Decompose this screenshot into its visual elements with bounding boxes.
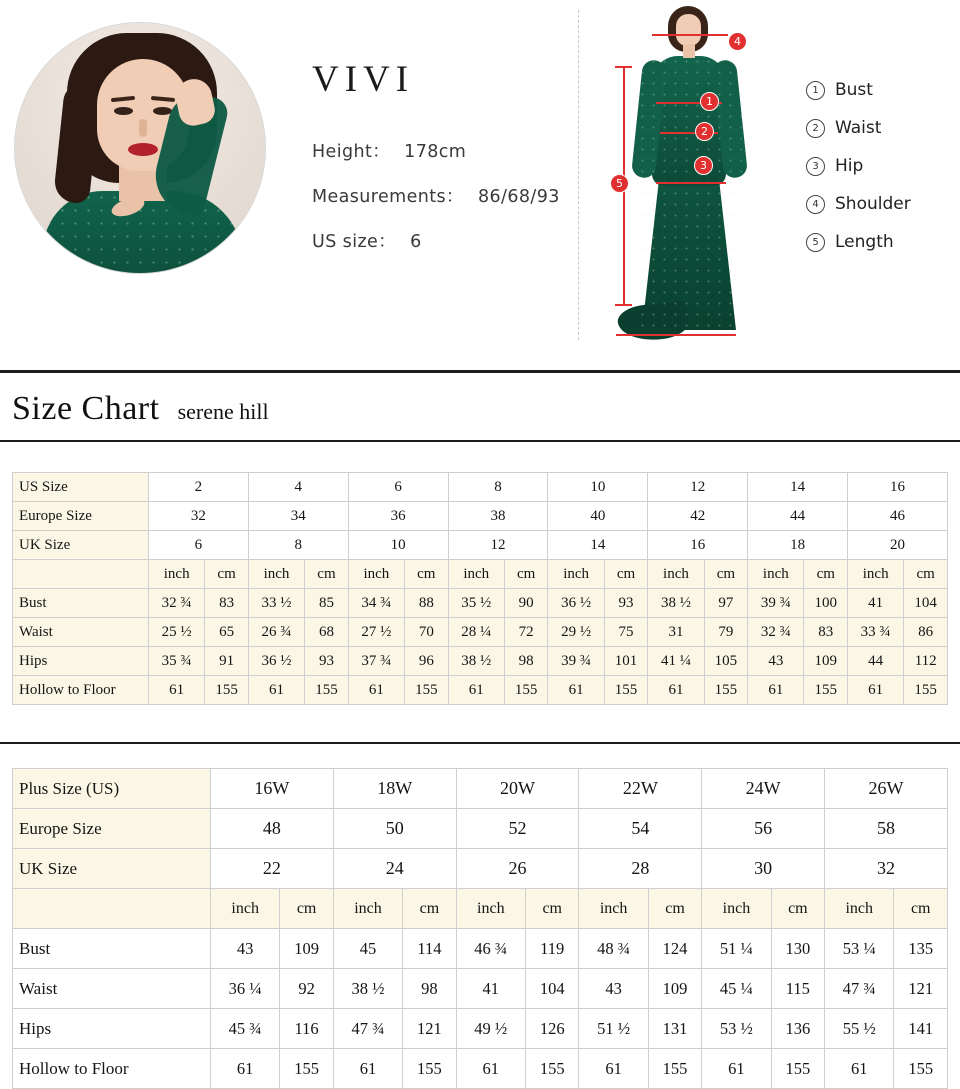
- cell-plus-hollow: 155: [403, 1049, 456, 1089]
- cell-plus-20w: 20W: [456, 769, 579, 809]
- unit-cell: inch: [702, 889, 771, 929]
- cell-hollow: 155: [305, 676, 349, 705]
- cell-uk-18: 18: [748, 531, 848, 560]
- cell-plus-26w: 26W: [825, 769, 948, 809]
- cell-uk-8: 8: [248, 531, 348, 560]
- length-bottom-cap: [615, 304, 632, 306]
- cell-bust: 97: [704, 589, 748, 618]
- cell-uk-16: 16: [648, 531, 748, 560]
- cell-plus-hips: 51 ½: [579, 1009, 648, 1049]
- row-header-uk-size: UK Size: [13, 531, 149, 560]
- cell-plus-eu-52: 52: [456, 809, 579, 849]
- cell-waist: 83: [804, 618, 848, 647]
- row-header-plus-waist: Waist: [13, 969, 211, 1009]
- cell-plus-24w: 24W: [702, 769, 825, 809]
- cell-waist: 32 ¾: [748, 618, 804, 647]
- model-info-section: [0, 0, 960, 370]
- cell-plus-eu-56: 56: [702, 809, 825, 849]
- table-row: [13, 618, 948, 647]
- cell-hollow: 61: [548, 676, 604, 705]
- hip-guide-line: [656, 182, 726, 184]
- cell-hips: 38 ½: [448, 647, 504, 676]
- cell-plus-hips: 53 ½: [702, 1009, 771, 1049]
- unit-cell: cm: [894, 889, 948, 929]
- cell-bust: 90: [504, 589, 548, 618]
- spec-measurements: [312, 183, 560, 208]
- marker-bust: 1: [700, 92, 719, 111]
- cell-plus-hips: 47 ¾: [333, 1009, 402, 1049]
- length-top-cap: [615, 66, 632, 68]
- cell-hips: 41 ¼: [648, 647, 704, 676]
- cell-uk-6: 6: [149, 531, 249, 560]
- cell-hollow: 61: [748, 676, 804, 705]
- legend-label-length: Length: [835, 232, 894, 252]
- vertical-divider: [578, 10, 580, 340]
- table-row: [13, 969, 948, 1009]
- cell-us-4: 4: [248, 473, 348, 502]
- spec-ussize-label: US size：: [312, 232, 397, 252]
- cell-bust: 83: [205, 589, 249, 618]
- standard-size-table: [12, 472, 948, 705]
- cell-hollow: 155: [704, 676, 748, 705]
- cell-eu-36: 36: [348, 502, 448, 531]
- cell-waist: 25 ½: [149, 618, 205, 647]
- cell-hollow: 61: [348, 676, 404, 705]
- cell-plus-bust: 124: [648, 929, 701, 969]
- cell-plus-uk-28: 28: [579, 849, 702, 889]
- cell-waist: 27 ½: [348, 618, 404, 647]
- unit-cell: inch: [548, 560, 604, 589]
- legend-label-hip: Hip: [835, 156, 864, 176]
- cell-plus-hips: 49 ½: [456, 1009, 525, 1049]
- cell-us-10: 10: [548, 473, 648, 502]
- marker-shoulder: 4: [728, 32, 747, 51]
- cell-bust: 36 ½: [548, 589, 604, 618]
- plus-size-table: [12, 768, 948, 1089]
- row-header-bust: Bust: [13, 589, 149, 618]
- cell-hollow: 155: [504, 676, 548, 705]
- model-specs: [312, 138, 560, 273]
- cell-plus-hips: 131: [648, 1009, 701, 1049]
- cell-hollow: 61: [648, 676, 704, 705]
- cell-plus-waist: 104: [525, 969, 578, 1009]
- unit-cell: inch: [448, 560, 504, 589]
- cell-hollow: 155: [405, 676, 449, 705]
- cell-eu-40: 40: [548, 502, 648, 531]
- cell-bust: 93: [604, 589, 648, 618]
- spec-measurements-label: Measurements：: [312, 187, 464, 207]
- cell-waist: 75: [604, 618, 648, 647]
- legend-item-bust: [806, 80, 911, 100]
- cell-hips: 36 ½: [248, 647, 304, 676]
- cell-plus-hollow: 61: [702, 1049, 771, 1089]
- cell-eu-46: 46: [848, 502, 948, 531]
- hem-guide-line: [616, 334, 736, 336]
- cell-eu-34: 34: [248, 502, 348, 531]
- cell-plus-hollow: 61: [825, 1049, 894, 1089]
- spec-height-value: 178cm: [404, 142, 467, 162]
- unit-cell: inch: [848, 560, 904, 589]
- spec-height-label: Height：: [312, 142, 391, 162]
- cell-plus-bust: 130: [771, 929, 824, 969]
- cell-us-12: 12: [648, 473, 748, 502]
- unit-cell: cm: [205, 560, 249, 589]
- cell-hips: 101: [604, 647, 648, 676]
- cell-plus-bust: 45: [333, 929, 402, 969]
- cell-plus-eu-48: 48: [211, 809, 334, 849]
- unit-cell: inch: [348, 560, 404, 589]
- measurement-diagram: [590, 4, 790, 349]
- cell-hips: 112: [904, 647, 948, 676]
- cell-us-8: 8: [448, 473, 548, 502]
- cell-plus-eu-58: 58: [825, 809, 948, 849]
- cell-hollow: 61: [448, 676, 504, 705]
- cell-plus-bust: 135: [894, 929, 948, 969]
- cell-plus-waist: 92: [280, 969, 333, 1009]
- model-photo: [14, 22, 266, 274]
- spec-height: [312, 138, 560, 163]
- cell-eu-44: 44: [748, 502, 848, 531]
- cell-plus-hips: 126: [525, 1009, 578, 1049]
- cell-waist: 31: [648, 618, 704, 647]
- cell-plus-hollow: 61: [579, 1049, 648, 1089]
- cell-hips: 37 ¾: [348, 647, 404, 676]
- cell-hips: 43: [748, 647, 804, 676]
- cell-us-2: 2: [149, 473, 249, 502]
- table-row: [13, 769, 948, 809]
- spec-ussize-value: 6: [410, 232, 422, 252]
- legend-num-2: 2: [806, 119, 825, 138]
- brand-name: VIVI: [312, 59, 415, 100]
- table-row: [13, 473, 948, 502]
- cell-plus-hips: 116: [280, 1009, 333, 1049]
- cell-plus-uk-32: 32: [825, 849, 948, 889]
- cell-plus-bust: 43: [211, 929, 280, 969]
- cell-uk-12: 12: [448, 531, 548, 560]
- unit-cell: inch: [211, 889, 280, 929]
- unit-cell: cm: [405, 560, 449, 589]
- cell-hips: 96: [405, 647, 449, 676]
- unit-cell: cm: [771, 889, 824, 929]
- legend-label-shoulder: Shoulder: [835, 194, 911, 214]
- cell-hips: 93: [305, 647, 349, 676]
- table-row: [13, 929, 948, 969]
- cell-plus-hips: 55 ½: [825, 1009, 894, 1049]
- cell-bust: 35 ½: [448, 589, 504, 618]
- table-row: [13, 589, 948, 618]
- cell-plus-hips: 121: [403, 1009, 456, 1049]
- cell-us-14: 14: [748, 473, 848, 502]
- unit-cell: cm: [280, 889, 333, 929]
- cell-plus-hips: 141: [894, 1009, 948, 1049]
- unit-cell: inch: [648, 560, 704, 589]
- cell-plus-hollow: 155: [771, 1049, 824, 1089]
- cell-bust: 100: [804, 589, 848, 618]
- cell-hollow: 155: [604, 676, 648, 705]
- unit-cell: cm: [804, 560, 848, 589]
- cell-hollow: 61: [848, 676, 904, 705]
- table-row: [13, 531, 948, 560]
- cell-plus-bust: 109: [280, 929, 333, 969]
- cell-hips: 91: [205, 647, 249, 676]
- unit-cell: cm: [525, 889, 578, 929]
- cell-waist: 26 ¾: [248, 618, 304, 647]
- legend-num-1: 1: [806, 81, 825, 100]
- cell-uk-14: 14: [548, 531, 648, 560]
- cell-bust: 33 ½: [248, 589, 304, 618]
- cell-plus-bust: 114: [403, 929, 456, 969]
- table-row: [13, 1049, 948, 1089]
- cell-waist: 29 ½: [548, 618, 604, 647]
- cell-plus-waist: 47 ¾: [825, 969, 894, 1009]
- cell-us-16: 16: [848, 473, 948, 502]
- cell-plus-waist: 98: [403, 969, 456, 1009]
- cell-waist: 65: [205, 618, 249, 647]
- unit-cell: inch: [748, 560, 804, 589]
- row-header-plus-hollow-to-floor: Hollow to Floor: [13, 1049, 211, 1089]
- cell-waist: 28 ¼: [448, 618, 504, 647]
- page-title: [12, 390, 269, 428]
- cell-waist: 79: [704, 618, 748, 647]
- row-header-plus-europe-size: Europe Size: [13, 809, 211, 849]
- unit-row-spacer: [13, 889, 211, 929]
- cell-plus-waist: 41: [456, 969, 525, 1009]
- cell-plus-hollow: 61: [211, 1049, 280, 1089]
- unit-row-spacer: [13, 560, 149, 589]
- unit-cell: inch: [333, 889, 402, 929]
- cell-plus-hollow: 61: [456, 1049, 525, 1089]
- section-divider-top: [0, 370, 960, 373]
- cell-bust: 85: [305, 589, 349, 618]
- cell-plus-bust: 53 ¼: [825, 929, 894, 969]
- legend-num-3: 3: [806, 157, 825, 176]
- table-row: [13, 1009, 948, 1049]
- cell-plus-uk-24: 24: [333, 849, 456, 889]
- cell-plus-bust: 46 ¾: [456, 929, 525, 969]
- unit-cell: cm: [504, 560, 548, 589]
- cell-hips: 98: [504, 647, 548, 676]
- row-header-hollow-to-floor: Hollow to Floor: [13, 676, 149, 705]
- cell-plus-waist: 38 ½: [333, 969, 402, 1009]
- cell-us-6: 6: [348, 473, 448, 502]
- row-header-plus-size: Plus Size (US): [13, 769, 211, 809]
- legend-item-hip: [806, 156, 911, 176]
- cell-bust: 104: [904, 589, 948, 618]
- cell-plus-hollow: 155: [648, 1049, 701, 1089]
- cell-plus-waist: 45 ¼: [702, 969, 771, 1009]
- cell-plus-eu-50: 50: [333, 809, 456, 849]
- unit-cell: inch: [456, 889, 525, 929]
- table-row-units: [13, 560, 948, 589]
- spec-ussize: [312, 228, 560, 253]
- cell-plus-18w: 18W: [333, 769, 456, 809]
- cell-bust: 41: [848, 589, 904, 618]
- cell-plus-hollow: 61: [333, 1049, 402, 1089]
- unit-cell: cm: [704, 560, 748, 589]
- marker-length: 5: [610, 174, 629, 193]
- cell-plus-uk-22: 22: [211, 849, 334, 889]
- cell-hollow: 61: [149, 676, 205, 705]
- cell-eu-32: 32: [149, 502, 249, 531]
- legend-label-waist: Waist: [835, 118, 882, 138]
- section-divider-tables: [0, 742, 960, 744]
- unit-cell: cm: [604, 560, 648, 589]
- shoulder-guide-line: [652, 34, 728, 36]
- cell-waist: 72: [504, 618, 548, 647]
- spec-measurements-value: 86/68/93: [477, 187, 560, 207]
- table-row: [13, 502, 948, 531]
- marker-waist: 2: [695, 122, 714, 141]
- cell-plus-hollow: 155: [894, 1049, 948, 1089]
- cell-eu-42: 42: [648, 502, 748, 531]
- row-header-plus-hips: Hips: [13, 1009, 211, 1049]
- cell-hollow: 155: [205, 676, 249, 705]
- unit-cell: inch: [248, 560, 304, 589]
- table-row: [13, 676, 948, 705]
- cell-hips: 109: [804, 647, 848, 676]
- unit-cell: cm: [403, 889, 456, 929]
- cell-hips: 44: [848, 647, 904, 676]
- cell-plus-22w: 22W: [579, 769, 702, 809]
- cell-plus-bust: 119: [525, 929, 578, 969]
- cell-plus-waist: 36 ¼: [211, 969, 280, 1009]
- cell-bust: 32 ¾: [149, 589, 205, 618]
- cell-hips: 105: [704, 647, 748, 676]
- row-header-us-size: US Size: [13, 473, 149, 502]
- table-row-units: [13, 889, 948, 929]
- cell-plus-hips: 45 ¾: [211, 1009, 280, 1049]
- cell-plus-uk-30: 30: [702, 849, 825, 889]
- cell-waist: 68: [305, 618, 349, 647]
- row-header-plus-uk-size: UK Size: [13, 849, 211, 889]
- unit-cell: inch: [149, 560, 205, 589]
- legend-item-shoulder: [806, 194, 911, 214]
- legend-item-length: [806, 232, 911, 252]
- cell-bust: 39 ¾: [748, 589, 804, 618]
- unit-cell: cm: [648, 889, 701, 929]
- table-row: [13, 849, 948, 889]
- cell-plus-uk-26: 26: [456, 849, 579, 889]
- cell-waist: 33 ¾: [848, 618, 904, 647]
- cell-plus-hips: 136: [771, 1009, 824, 1049]
- legend-label-bust: Bust: [835, 80, 873, 100]
- cell-hips: 39 ¾: [548, 647, 604, 676]
- cell-plus-eu-54: 54: [579, 809, 702, 849]
- cell-plus-16w: 16W: [211, 769, 334, 809]
- row-header-hips: Hips: [13, 647, 149, 676]
- cell-plus-waist: 109: [648, 969, 701, 1009]
- measurement-legend: [806, 80, 911, 270]
- cell-bust: 38 ½: [648, 589, 704, 618]
- page-title-main: Size Chart: [12, 390, 160, 427]
- page-title-sub: serene hill: [177, 399, 269, 424]
- row-header-waist: Waist: [13, 618, 149, 647]
- table-row: [13, 809, 948, 849]
- unit-cell: cm: [904, 560, 948, 589]
- cell-plus-waist: 43: [579, 969, 648, 1009]
- legend-num-4: 4: [806, 195, 825, 214]
- cell-bust: 88: [405, 589, 449, 618]
- legend-num-5: 5: [806, 233, 825, 252]
- section-divider-title: [0, 440, 960, 442]
- table-row: [13, 647, 948, 676]
- cell-hollow: 155: [904, 676, 948, 705]
- cell-bust: 34 ¾: [348, 589, 404, 618]
- legend-item-waist: [806, 118, 911, 138]
- cell-hollow: 155: [804, 676, 848, 705]
- cell-uk-20: 20: [848, 531, 948, 560]
- model-portrait-illustration: [15, 23, 265, 273]
- cell-plus-hollow: 155: [280, 1049, 333, 1089]
- unit-cell: inch: [579, 889, 648, 929]
- cell-plus-waist: 121: [894, 969, 948, 1009]
- cell-waist: 86: [904, 618, 948, 647]
- cell-hollow: 61: [248, 676, 304, 705]
- cell-hips: 35 ¾: [149, 647, 205, 676]
- cell-eu-38: 38: [448, 502, 548, 531]
- unit-cell: cm: [305, 560, 349, 589]
- unit-cell: inch: [825, 889, 894, 929]
- cell-plus-waist: 115: [771, 969, 824, 1009]
- cell-plus-bust: 48 ¾: [579, 929, 648, 969]
- row-header-europe-size: Europe Size: [13, 502, 149, 531]
- cell-plus-bust: 51 ¼: [702, 929, 771, 969]
- cell-plus-hollow: 155: [525, 1049, 578, 1089]
- cell-uk-10: 10: [348, 531, 448, 560]
- cell-waist: 70: [405, 618, 449, 647]
- row-header-plus-bust: Bust: [13, 929, 211, 969]
- marker-hip: 3: [694, 156, 713, 175]
